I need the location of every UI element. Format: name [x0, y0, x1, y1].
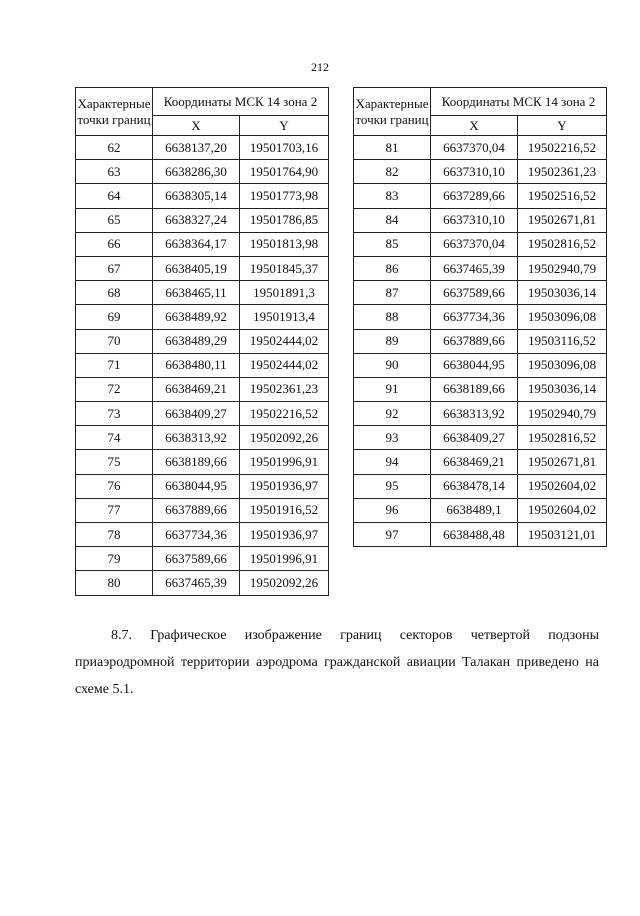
table-row	[354, 353, 607, 377]
point-number-cell: 68	[76, 281, 153, 305]
table-row	[76, 474, 329, 498]
table-row	[76, 136, 329, 160]
x-coordinate-cell: 6638409,27	[431, 426, 518, 450]
table-row	[354, 281, 607, 305]
table-row	[76, 523, 329, 547]
y-coordinate-cell: 19502361,23	[240, 377, 329, 401]
point-number-cell: 66	[76, 232, 153, 256]
x-coordinate-cell: 6638189,66	[431, 377, 518, 401]
y-coordinate-cell: 19502940,79	[518, 256, 607, 280]
paragraph-continuation: приаэродромной территории аэродрома гражданской авиации Талакан приведено на схеме 5.1.	[75, 655, 599, 697]
y-coordinate-cell: 19502816,52	[518, 232, 607, 256]
x-coordinate-cell: 6638137,20	[153, 136, 240, 160]
point-number-cell: 91	[354, 377, 431, 401]
table-row	[76, 498, 329, 522]
x-coordinate-cell: 6638465,11	[153, 281, 240, 305]
x-coordinate-cell: 6637589,66	[153, 547, 240, 571]
x-coordinate-cell: 6637734,36	[431, 305, 518, 329]
y-coordinate-cell: 19502516,52	[518, 184, 607, 208]
x-coordinate-cell: 6638286,30	[153, 160, 240, 184]
x-coordinate-cell: 6638305,14	[153, 184, 240, 208]
table-row	[354, 474, 607, 498]
y-coordinate-cell: 19501703,16	[240, 136, 329, 160]
point-number-cell: 65	[76, 208, 153, 232]
table-row	[76, 160, 329, 184]
y-coordinate-cell: 19502444,02	[240, 329, 329, 353]
point-number-cell: 79	[76, 547, 153, 571]
x-coordinate-cell: 6637734,36	[153, 523, 240, 547]
point-number-cell: 89	[354, 329, 431, 353]
point-number-cell: 82	[354, 160, 431, 184]
y-coordinate-cell: 19503116,52	[518, 329, 607, 353]
y-coordinate-cell: 19502671,81	[518, 208, 607, 232]
y-coordinate-cell: 19501786,85	[240, 208, 329, 232]
point-number-cell: 85	[354, 232, 431, 256]
point-number-cell: 83	[354, 184, 431, 208]
y-coordinate-cell: 19502816,52	[518, 426, 607, 450]
y-coordinate-cell: 19502361,23	[518, 160, 607, 184]
table-row	[76, 305, 329, 329]
point-number-cell: 76	[76, 474, 153, 498]
y-coordinate-cell: 19501913,4	[240, 305, 329, 329]
table-row	[76, 232, 329, 256]
page-number: 212	[311, 60, 329, 74]
point-number-cell: 94	[354, 450, 431, 474]
header-coordinate-system: Координаты МСК 14 зона 2	[431, 88, 607, 116]
y-coordinate-cell: 19502604,02	[518, 498, 607, 522]
point-number-cell: 74	[76, 426, 153, 450]
y-coordinate-cell: 19501996,91	[240, 450, 329, 474]
y-coordinate-cell: 19503036,14	[518, 281, 607, 305]
point-number-cell: 75	[76, 450, 153, 474]
x-coordinate-cell: 6638489,29	[153, 329, 240, 353]
table-row	[354, 329, 607, 353]
table-row	[354, 305, 607, 329]
header-x: X	[153, 116, 240, 136]
y-coordinate-cell: 19501813,98	[240, 232, 329, 256]
x-coordinate-cell: 6637465,39	[431, 256, 518, 280]
point-number-cell: 80	[76, 571, 153, 595]
x-coordinate-cell: 6638364,17	[153, 232, 240, 256]
table-row	[354, 184, 607, 208]
table-row	[76, 208, 329, 232]
point-number-cell: 87	[354, 281, 431, 305]
y-coordinate-cell: 19501996,91	[240, 547, 329, 571]
y-coordinate-cell: 19502216,52	[240, 402, 329, 426]
point-number-cell: 69	[76, 305, 153, 329]
table-row	[76, 329, 329, 353]
header-x: X	[431, 116, 518, 136]
y-coordinate-cell: 19503121,01	[518, 523, 607, 547]
y-coordinate-cell: 19502604,02	[518, 474, 607, 498]
y-coordinate-cell: 19503096,08	[518, 353, 607, 377]
y-coordinate-cell: 19501936,97	[240, 523, 329, 547]
table-row	[76, 426, 329, 450]
point-number-cell: 88	[354, 305, 431, 329]
y-coordinate-cell: 19503096,08	[518, 305, 607, 329]
point-number-cell: 71	[76, 353, 153, 377]
y-coordinate-cell: 19501936,97	[240, 474, 329, 498]
x-coordinate-cell: 6638409,27	[153, 402, 240, 426]
x-coordinate-cell: 6638489,1	[431, 498, 518, 522]
table-row	[76, 377, 329, 401]
section-paragraph	[75, 622, 599, 703]
x-coordinate-cell: 6638489,92	[153, 305, 240, 329]
y-coordinate-cell: 19501845,37	[240, 256, 329, 280]
point-number-cell: 86	[354, 256, 431, 280]
header-points: Характерные точки границ	[76, 88, 153, 136]
x-coordinate-cell: 6638478,14	[431, 474, 518, 498]
header-coordinate-system: Координаты МСК 14 зона 2	[153, 88, 329, 116]
x-coordinate-cell: 6637370,04	[431, 232, 518, 256]
x-coordinate-cell: 6637465,39	[153, 571, 240, 595]
table-row	[76, 571, 329, 595]
table-row	[354, 208, 607, 232]
point-number-cell: 96	[354, 498, 431, 522]
table-row	[354, 402, 607, 426]
x-coordinate-cell: 6638327,24	[153, 208, 240, 232]
y-coordinate-cell: 19502092,26	[240, 426, 329, 450]
table-row	[354, 523, 607, 547]
table-row	[354, 377, 607, 401]
table-row	[354, 232, 607, 256]
table-row	[76, 184, 329, 208]
y-coordinate-cell: 19502216,52	[518, 136, 607, 160]
point-number-cell: 64	[76, 184, 153, 208]
y-coordinate-cell: 19501764,90	[240, 160, 329, 184]
table-row	[76, 256, 329, 280]
y-coordinate-cell: 19503036,14	[518, 377, 607, 401]
point-number-cell: 78	[76, 523, 153, 547]
table-row	[76, 547, 329, 571]
table-row	[354, 450, 607, 474]
point-number-cell: 72	[76, 377, 153, 401]
y-coordinate-cell: 19501916,52	[240, 498, 329, 522]
point-number-cell: 62	[76, 136, 153, 160]
point-number-cell: 95	[354, 474, 431, 498]
x-coordinate-cell: 6638313,92	[431, 402, 518, 426]
point-number-cell: 63	[76, 160, 153, 184]
point-number-cell: 97	[354, 523, 431, 547]
point-number-cell: 93	[354, 426, 431, 450]
x-coordinate-cell: 6637889,66	[431, 329, 518, 353]
header-y: Y	[240, 116, 329, 136]
table-row	[354, 256, 607, 280]
table-row	[76, 402, 329, 426]
x-coordinate-cell: 6637589,66	[431, 281, 518, 305]
y-coordinate-cell: 19501773,98	[240, 184, 329, 208]
y-coordinate-cell: 19502092,26	[240, 571, 329, 595]
x-coordinate-cell: 6638480,11	[153, 353, 240, 377]
table-row	[76, 281, 329, 305]
x-coordinate-cell: 6638044,95	[431, 353, 518, 377]
point-number-cell: 77	[76, 498, 153, 522]
y-coordinate-cell: 19502444,02	[240, 353, 329, 377]
table-row	[354, 498, 607, 522]
point-number-cell: 67	[76, 256, 153, 280]
x-coordinate-cell: 6638189,66	[153, 450, 240, 474]
x-coordinate-cell: 6637310,10	[431, 208, 518, 232]
point-number-cell: 73	[76, 402, 153, 426]
header-y: Y	[518, 116, 607, 136]
table-row	[76, 450, 329, 474]
paragraph-line-1: 8.7. Графическое изображение границ секторов четвертой подзоны	[111, 628, 599, 643]
point-number-cell: 81	[354, 136, 431, 160]
table-row	[76, 353, 329, 377]
point-number-cell: 90	[354, 353, 431, 377]
point-number-cell: 70	[76, 329, 153, 353]
x-coordinate-cell: 6637370,04	[431, 136, 518, 160]
y-coordinate-cell: 19502940,79	[518, 402, 607, 426]
point-number-cell: 84	[354, 208, 431, 232]
x-coordinate-cell: 6637310,10	[431, 160, 518, 184]
x-coordinate-cell: 6637889,66	[153, 498, 240, 522]
table-row	[354, 426, 607, 450]
x-coordinate-cell: 6638405,19	[153, 256, 240, 280]
x-coordinate-cell: 6638044,95	[153, 474, 240, 498]
point-number-cell: 92	[354, 402, 431, 426]
x-coordinate-cell: 6638469,21	[153, 377, 240, 401]
table-row	[354, 160, 607, 184]
table-row	[354, 136, 607, 160]
coordinates-table-right	[353, 87, 607, 547]
x-coordinate-cell: 6638488,48	[431, 523, 518, 547]
header-points: Характерные точки границ	[354, 88, 431, 136]
y-coordinate-cell: 19501891,3	[240, 281, 329, 305]
y-coordinate-cell: 19502671,81	[518, 450, 607, 474]
x-coordinate-cell: 6638313,92	[153, 426, 240, 450]
x-coordinate-cell: 6637289,66	[431, 184, 518, 208]
x-coordinate-cell: 6638469,21	[431, 450, 518, 474]
coordinates-table-left	[75, 87, 329, 596]
